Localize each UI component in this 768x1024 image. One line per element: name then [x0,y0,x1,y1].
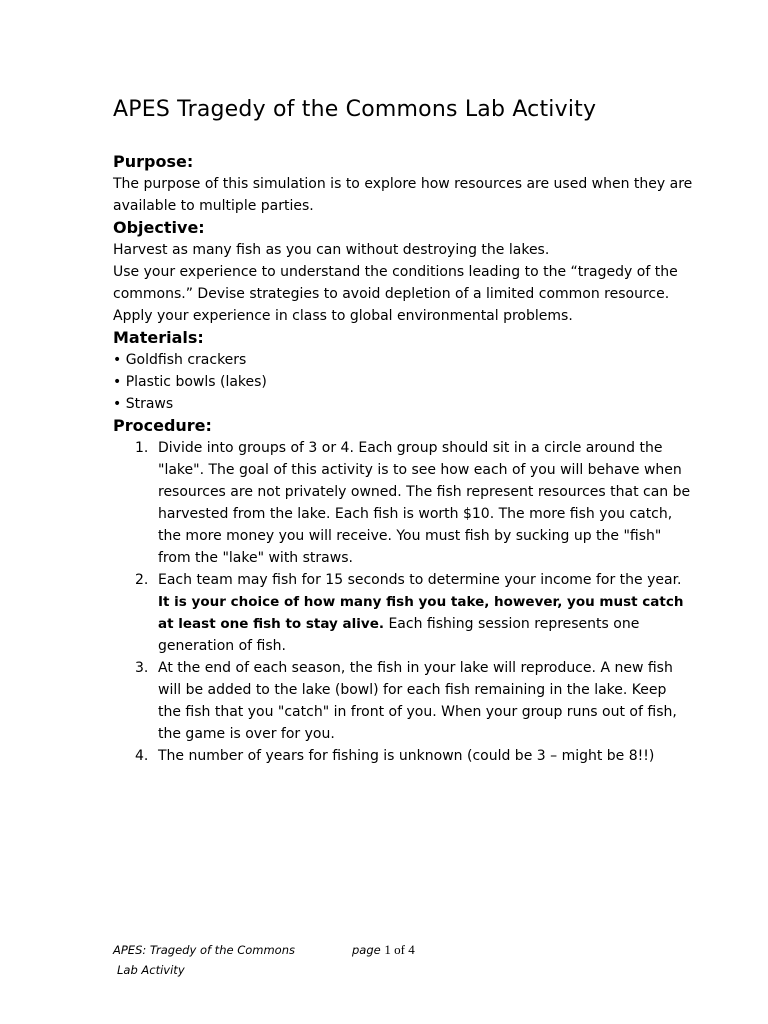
footer-document-name [113,940,333,980]
step-text-bold: It is your choice of how many fish you take, however, you must catch at least one fish to stay alive. [158,594,684,632]
materials-heading: Materials: [113,328,204,347]
list-item: • Plastic bowls (lakes) [113,374,267,390]
page-label: page [352,943,385,957]
materials-list [113,349,693,415]
document-body [113,151,693,767]
procedure-list [113,437,693,767]
objective-text-1: Harvest as many fish as you can without destroying the lakes. [113,242,550,258]
page-number: 1 of 4 [384,942,415,957]
purpose-heading: Purpose: [113,152,194,171]
footer-page-number [352,940,415,960]
list-item: • Straws [113,396,174,412]
step-number: 4. [135,748,149,764]
procedure-step [113,745,693,767]
document-title: APES Tragedy of the Commons Lab Activity [113,97,597,122]
footer-line-1: APES: Tragedy of the Commons [113,943,295,957]
materials-section [113,327,693,415]
step-text: Divide into groups of 3 or 4. Each group should sit in a circle around the "lake". The goal of this activity is to see how each of you will behave when resources are not privately owned. The fish represent resources that can be harvested from the lake. Each fish is worth $10. The more fish you catch, the more money you will receive. You must fish by sucking up the "fish" from the "lake" with straws. [158,440,691,566]
step-text: Each fishing session represents one generation of fish. [158,616,640,654]
step-text: The number of years for fishing is unknown (could be 3 – might be 8!!) [158,748,655,764]
purpose-text: The purpose of this simulation is to explore how resources are used when they are available to multiple parties. [113,176,693,214]
objective-heading: Objective: [113,218,205,237]
step-number: 3. [135,660,149,676]
objective-section [113,217,693,327]
procedure-heading: Procedure: [113,416,212,435]
purpose-section [113,151,693,217]
step-text: At the end of each season, the fish in your lake will reproduce. A new fish will be added to the lake (bowl) for each fish remaining in the lake. Keep the fish that you "catch" in front of you. When your group runs out of fish, the game is over for you. [158,660,677,742]
step-text: Each team may fish for 15 seconds to determine your income for the year. [158,572,682,588]
list-item: • Goldfish crackers [113,352,247,368]
footer-line-2: Lab Activity [117,963,185,977]
procedure-section [113,415,693,767]
procedure-step [113,657,693,745]
procedure-step [113,569,693,657]
procedure-step [113,437,693,569]
objective-text-2: Use your experience to understand the conditions leading to the “tragedy of the commons.” Devise strategies to avoid depletion of a limited common resource. Apply your experience in class to global environmental problems. [113,264,678,324]
step-number: 1. [135,440,149,456]
step-number: 2. [135,572,149,588]
